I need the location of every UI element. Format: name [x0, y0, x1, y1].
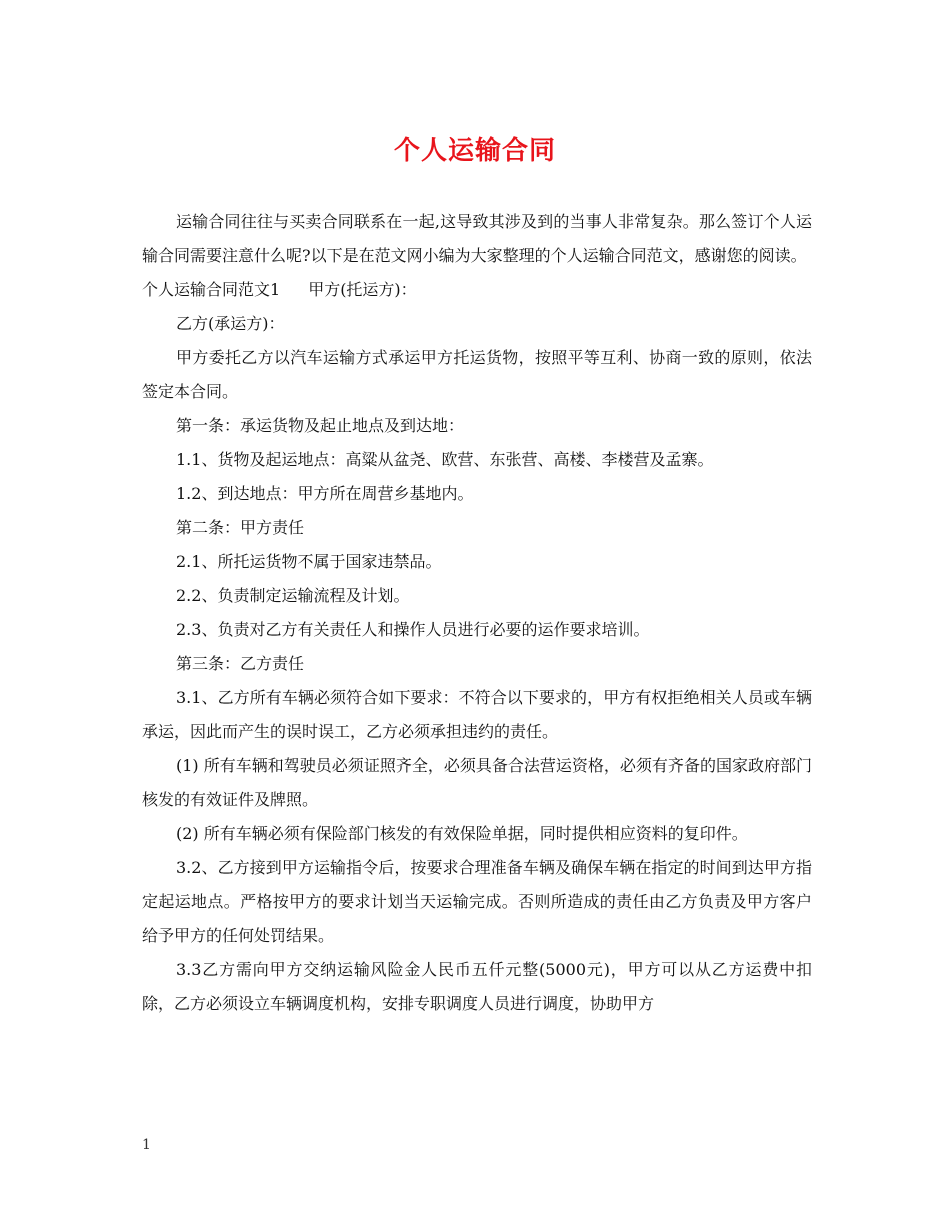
article-1-heading: 第一条：承运货物及起止地点及到达地：: [176, 416, 465, 435]
article-3-heading: 第三条：乙方责任: [176, 654, 305, 673]
document-body: [142, 205, 812, 1021]
clause-2-3: 2.3、负责对乙方有关责任人和操作人员进行必要的运作要求培训。: [176, 620, 650, 639]
section-heading: 个人运输合同范文1: [142, 280, 281, 299]
clause-3-2: 3.2、乙方接到甲方运输指令后，按要求合理准备车辆及确保车辆在指定的时间到达甲方指定起运地点。严格按甲方的要求计划当天运输完成。否则所造成的责任由乙方负责及甲方客户给予甲方的任何处罚结果。: [142, 858, 812, 945]
clause-2-2: 2.2、负责制定运输流程及计划。: [176, 586, 410, 605]
paragraph-intro: 运输合同往往与买卖合同联系在一起,这导致其涉及到的当事人非常复杂。那么签订个人运输合同需要注意什么呢?以下是在范文网小编为大家整理的个人运输合同范文，感谢您的阅读。: [142, 212, 812, 265]
document-title: 个人运输合同: [393, 136, 556, 166]
clause-3-1: 3.1、乙方所有车辆必须符合如下要求：不符合以下要求的，甲方有权拒绝相关人员或车辆承运，因此而产生的误时误工，乙方必须承担违约的责任。: [142, 688, 812, 741]
clause-1-1: 1.1、货物及起运地点：高粱从盆尧、欧营、东张营、高楼、李楼营及孟寨。: [176, 450, 714, 469]
clause-2-1: 2.1、所托运货物不属于国家违禁品。: [176, 552, 442, 571]
clause-3-3: 3.3乙方需向甲方交纳运输风险金人民币五仟元整(5000元)，甲方可以从乙方运费中扣除，乙方必须设立车辆调度机构，安排专职调度人员进行调度，协助甲方: [142, 960, 812, 1013]
article-2-heading: 第二条：甲方责任: [176, 518, 305, 537]
clause-1-2: 1.2、到达地点：甲方所在周营乡基地内。: [176, 484, 474, 503]
paragraph-preamble: 甲方委托乙方以汽车运输方式承运甲方托运货物，按照平等互利、协商一致的原则，依法签定本合同。: [142, 348, 812, 401]
party-a-label: 甲方(托运方)：: [308, 280, 417, 299]
clause-3-1-item-1: (1) 所有车辆和驾驶员必须证照齐全，必须具备合法营运资格，必须有齐备的国家政府部门核发的有效证件及牌照。: [142, 756, 812, 809]
paragraph-party-b: 乙方(承运方)：: [176, 314, 285, 333]
section-line: [142, 273, 812, 307]
page-number: 1: [142, 1137, 151, 1153]
clause-3-1-item-2: (2) 所有车辆必须有保险部门核发的有效保险单据，同时提供相应资料的复印件。: [176, 824, 748, 843]
